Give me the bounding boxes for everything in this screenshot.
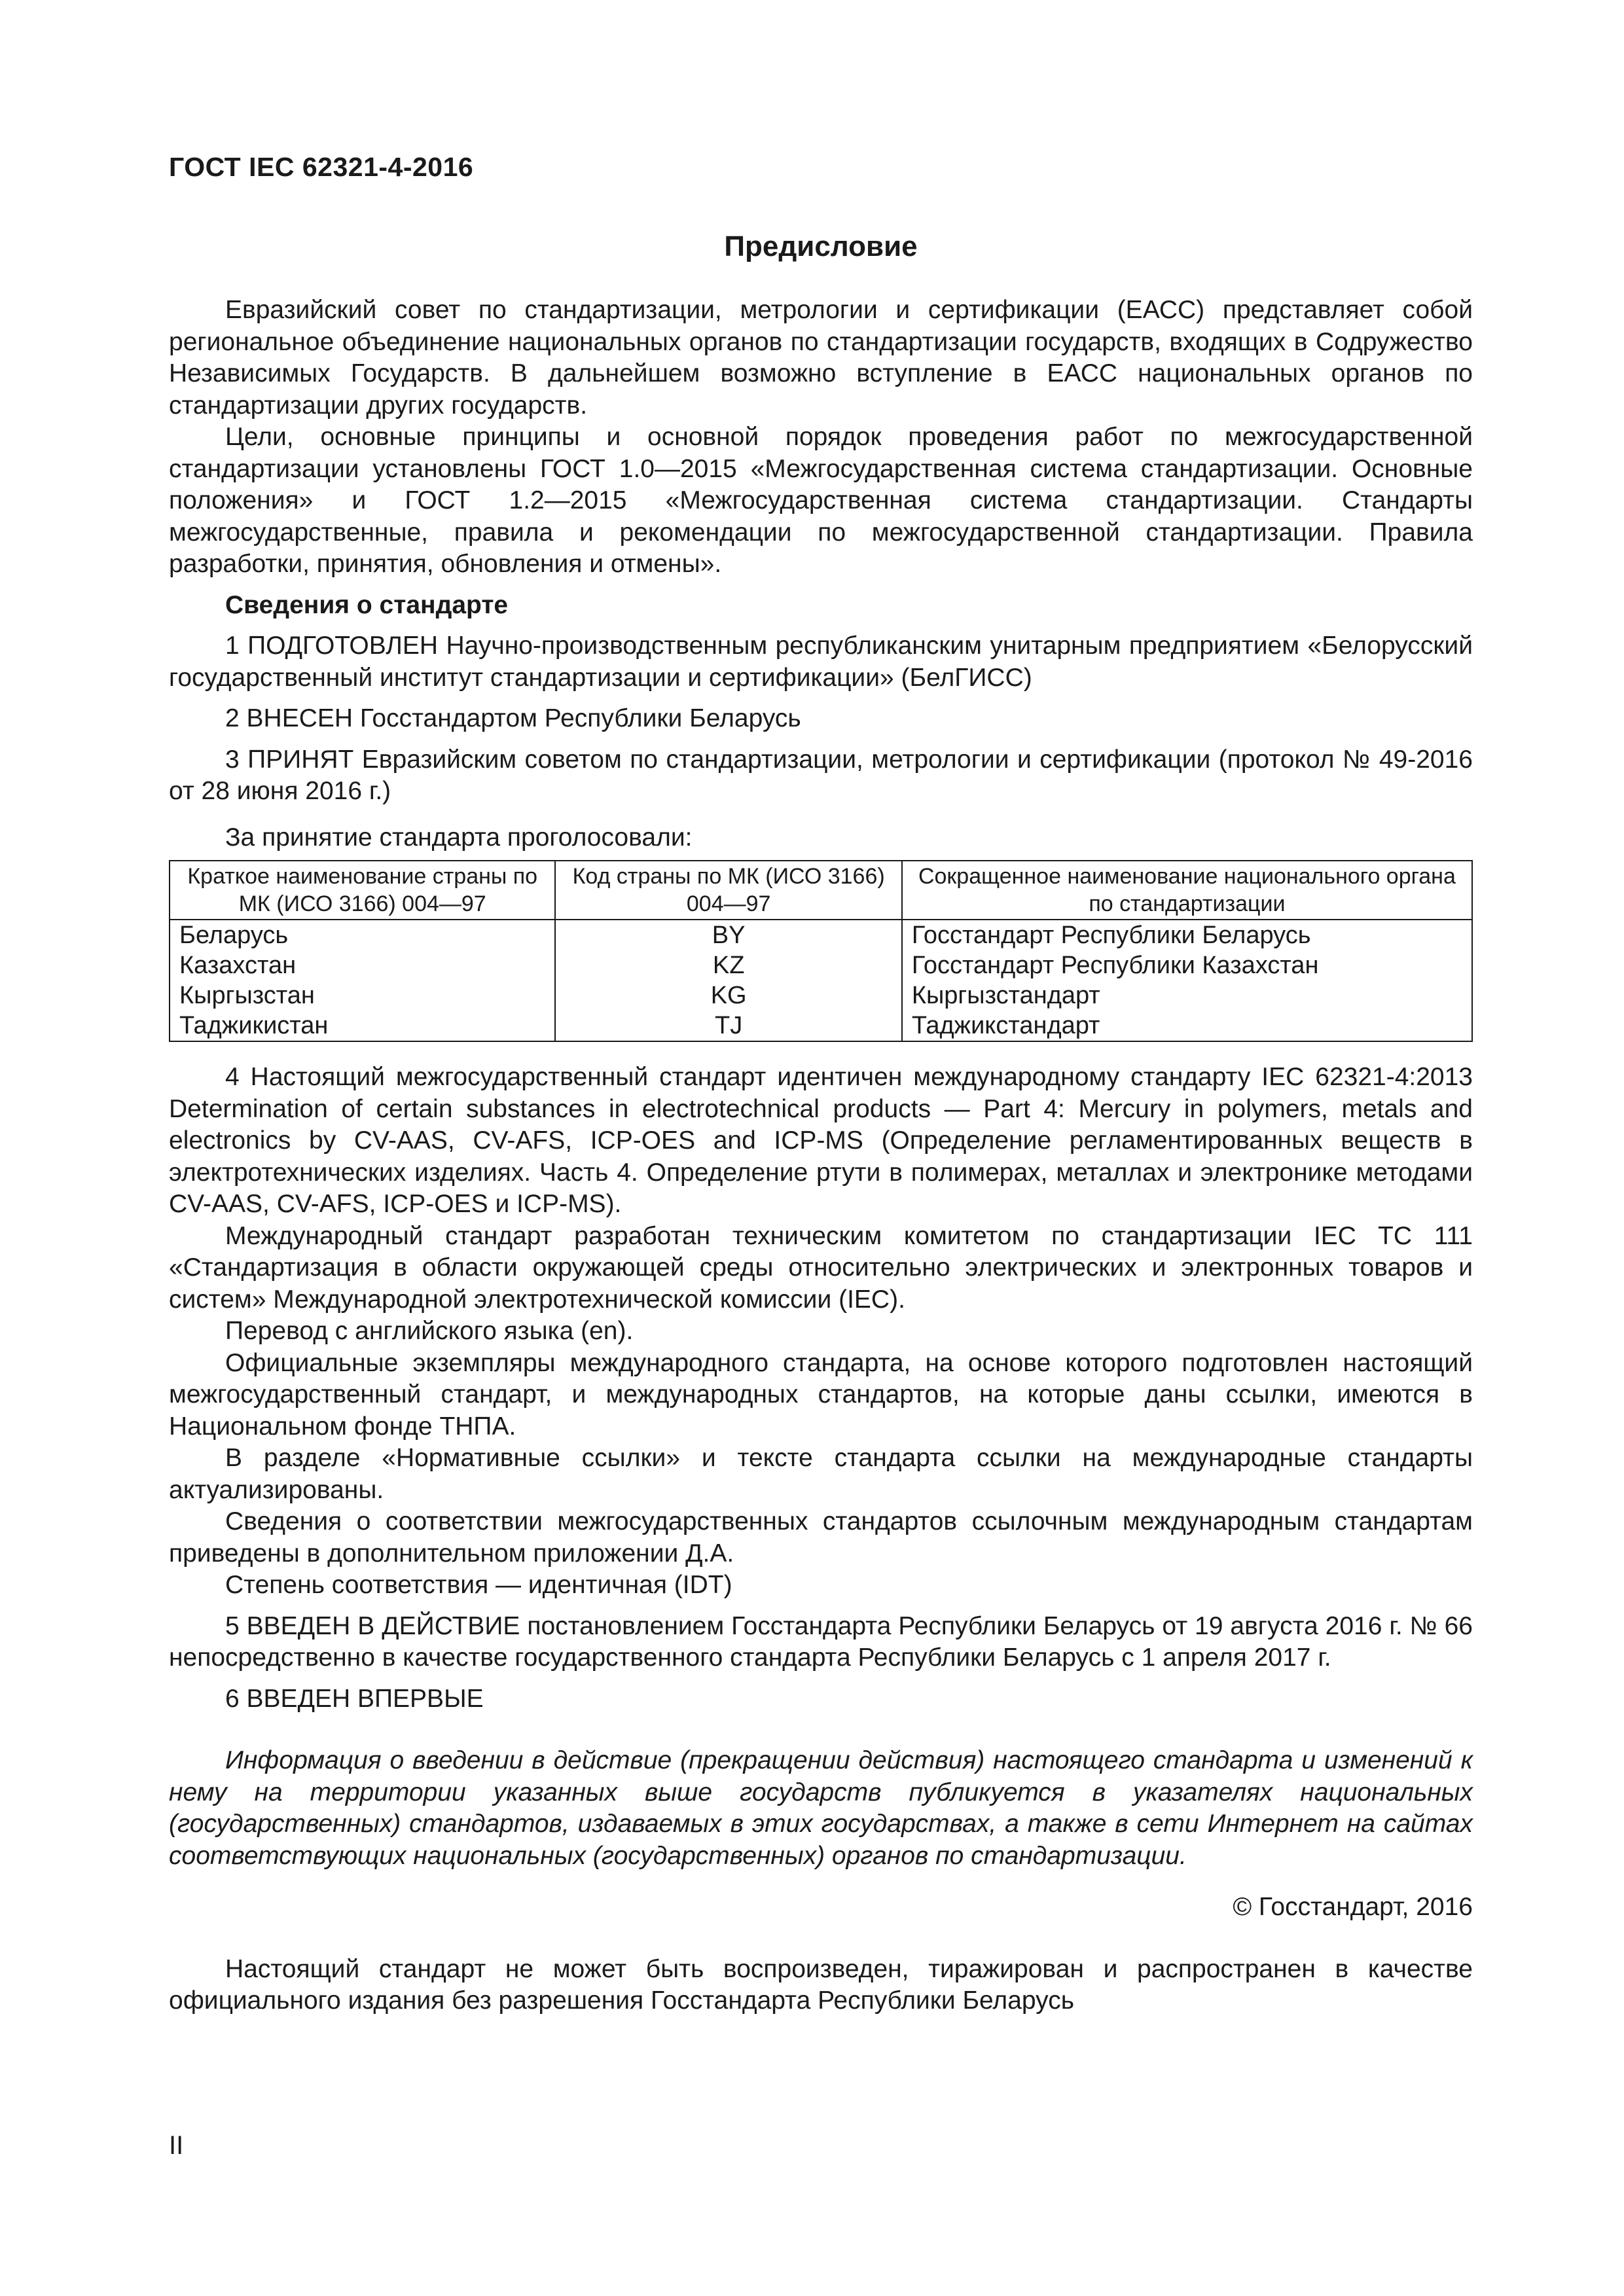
copyright: © Госстандарт, 2016 [1233, 1893, 1473, 1921]
page-number: II [169, 2131, 184, 2160]
reproduction-notice: Настоящий стандарт не может быть воспроизведен, тиражирован и распространен в качестве официального издания без разрешения Госстандарта Республики Беларусь [169, 1954, 1473, 2015]
code-cell: BY [555, 920, 901, 950]
body-cell: Кыргызстандарт [902, 980, 1472, 1011]
item-3: 3 ПРИНЯТ Евразийским советом по стандартизации, метрологии и сертификации (протокол № 49-2016 от 28 июня 2016 г.) [169, 745, 1473, 805]
column-header: Сокращенное наименование национального органа по стандартизации [902, 861, 1472, 920]
item-4: 4 Настоящий межгосударственный стандарт идентичен международному стандарту IEC 62321-4:2013 Determination of certain substances in electrotechnical products — Part 4: Mercury in polymers, metals and electronics by CV-AAS, CV-AFS, ICP-OES and ICP-MS (Определение регламентированных веществ в электротехнических изделиях. Часть 4. Определение ртути в полимерах, металлах и электронике методами CV-AAS, CV-AFS, ICP-OES и ICP-MS). [169, 1063, 1473, 1218]
paragraph: Сведения о соответствии межгосударственных стандартов ссылочным международным стандартам приведены в дополнительном приложении Д.А. [169, 1507, 1473, 1568]
country-cell: Кыргызстан [170, 980, 555, 1011]
table-row [170, 920, 1472, 950]
paragraph: Международный стандарт разработан техническим комитетом по стандартизации IEC TC 111 «Стандартизация в области окружающей среды относительно электрических и электронных товаров и систем» Международной электротехнической комиссии (IEC). [169, 1221, 1473, 1314]
item-5: 5 ВВЕДЕН В ДЕЙСТВИЕ постановлением Госстандарта Республики Беларусь от 19 августа 2016 г. № 66 непосредственно в качестве государственного стандарта Республики Беларусь с 1 апреля 2017 г. [169, 1611, 1473, 1672]
country-cell: Казахстан [170, 950, 555, 980]
item-6: 6 ВВЕДЕН ВПЕРВЫЕ [225, 1684, 484, 1713]
paragraph: Степень соответствия — идентичная (IDT) [225, 1571, 732, 1599]
vote-intro: За принятие стандарта проголосовали: [225, 823, 693, 852]
body-cell: Таджикстандарт [902, 1011, 1472, 1041]
code-cell: TJ [555, 1011, 901, 1041]
column-header: Код страны по МК (ИСО 3166) 004—97 [555, 861, 901, 920]
country-cell: Беларусь [170, 920, 555, 950]
item-1: 1 ПОДГОТОВЛЕН Научно-производственным республиканским унитарным предприятием «Белорусский государственный институт стандартизации и сертификации» (БелГИСС) [169, 632, 1473, 692]
table-row [170, 980, 1472, 1011]
paragraph: Перевод с английского языка (en). [225, 1317, 634, 1345]
table-row [170, 1011, 1472, 1041]
table-header-row [170, 861, 1472, 920]
body-cell: Госстандарт Республики Беларусь [902, 920, 1472, 950]
country-cell: Таджикистан [170, 1011, 555, 1041]
item-2: 2 ВНЕСЕН Госстандартом Республики Беларусь [225, 704, 801, 732]
page-title: Предисловие [724, 230, 918, 262]
votes-table [169, 860, 1473, 1042]
document-code: ГОСТ IEC 62321-4-2016 [169, 152, 474, 182]
table-row [170, 950, 1472, 980]
paragraph: Официальные экземпляры международного стандарта, на основе которого подготовлен настоящий межгосударственный стандарт, и международных стандартов, на которые даны ссылки, имеются в Национальном фонде ТНПА. [169, 1348, 1473, 1441]
paragraph: В разделе «Нормативные ссылки» и тексте стандарта ссылки на международные стандарты актуализированы. [169, 1444, 1473, 1504]
paragraph: Евразийский совет по стандартизации, метрологии и сертификации (ЕАСС) представляет собой региональное объединение национальных органов по стандартизации государств, входящих в Содружество Независимых Государств. В дальнейшем возможно вступление в ЕАСС национальных органов по стандартизации других государств. [169, 296, 1473, 420]
section-heading: Сведения о стандарте [225, 590, 509, 619]
body-cell: Госстандарт Республики Казахстан [902, 950, 1472, 980]
column-header: Краткое наименование страны по МК (ИСО 3166) 004—97 [170, 861, 555, 920]
paragraph: Цели, основные принципы и основной порядок проведения работ по межгосударственной стандартизации установлены ГОСТ 1.0—2015 «Межгосударственная система стандартизации. Основные положения» и ГОСТ 1.2—2015 «Межгосударственная система стандартизации. Стандарты межгосударственные, правила и рекомендации по межгосударственной стандартизации. Правила разработки, принятия, обновления и отмены». [169, 423, 1473, 578]
info-note: Информация о введении в действие (прекращении действия) настоящего стандарта и изменений к нему на территории указанных выше государств публикуется в указателях национальных (государственных) стандартов, издаваемых в этих государствах, а также в сети Интернет на сайтах соответствующих национальных (государственных) органов по стандартизации. [169, 1746, 1473, 1870]
code-cell: KG [555, 980, 901, 1011]
code-cell: KZ [555, 950, 901, 980]
document-body [169, 295, 1473, 2017]
